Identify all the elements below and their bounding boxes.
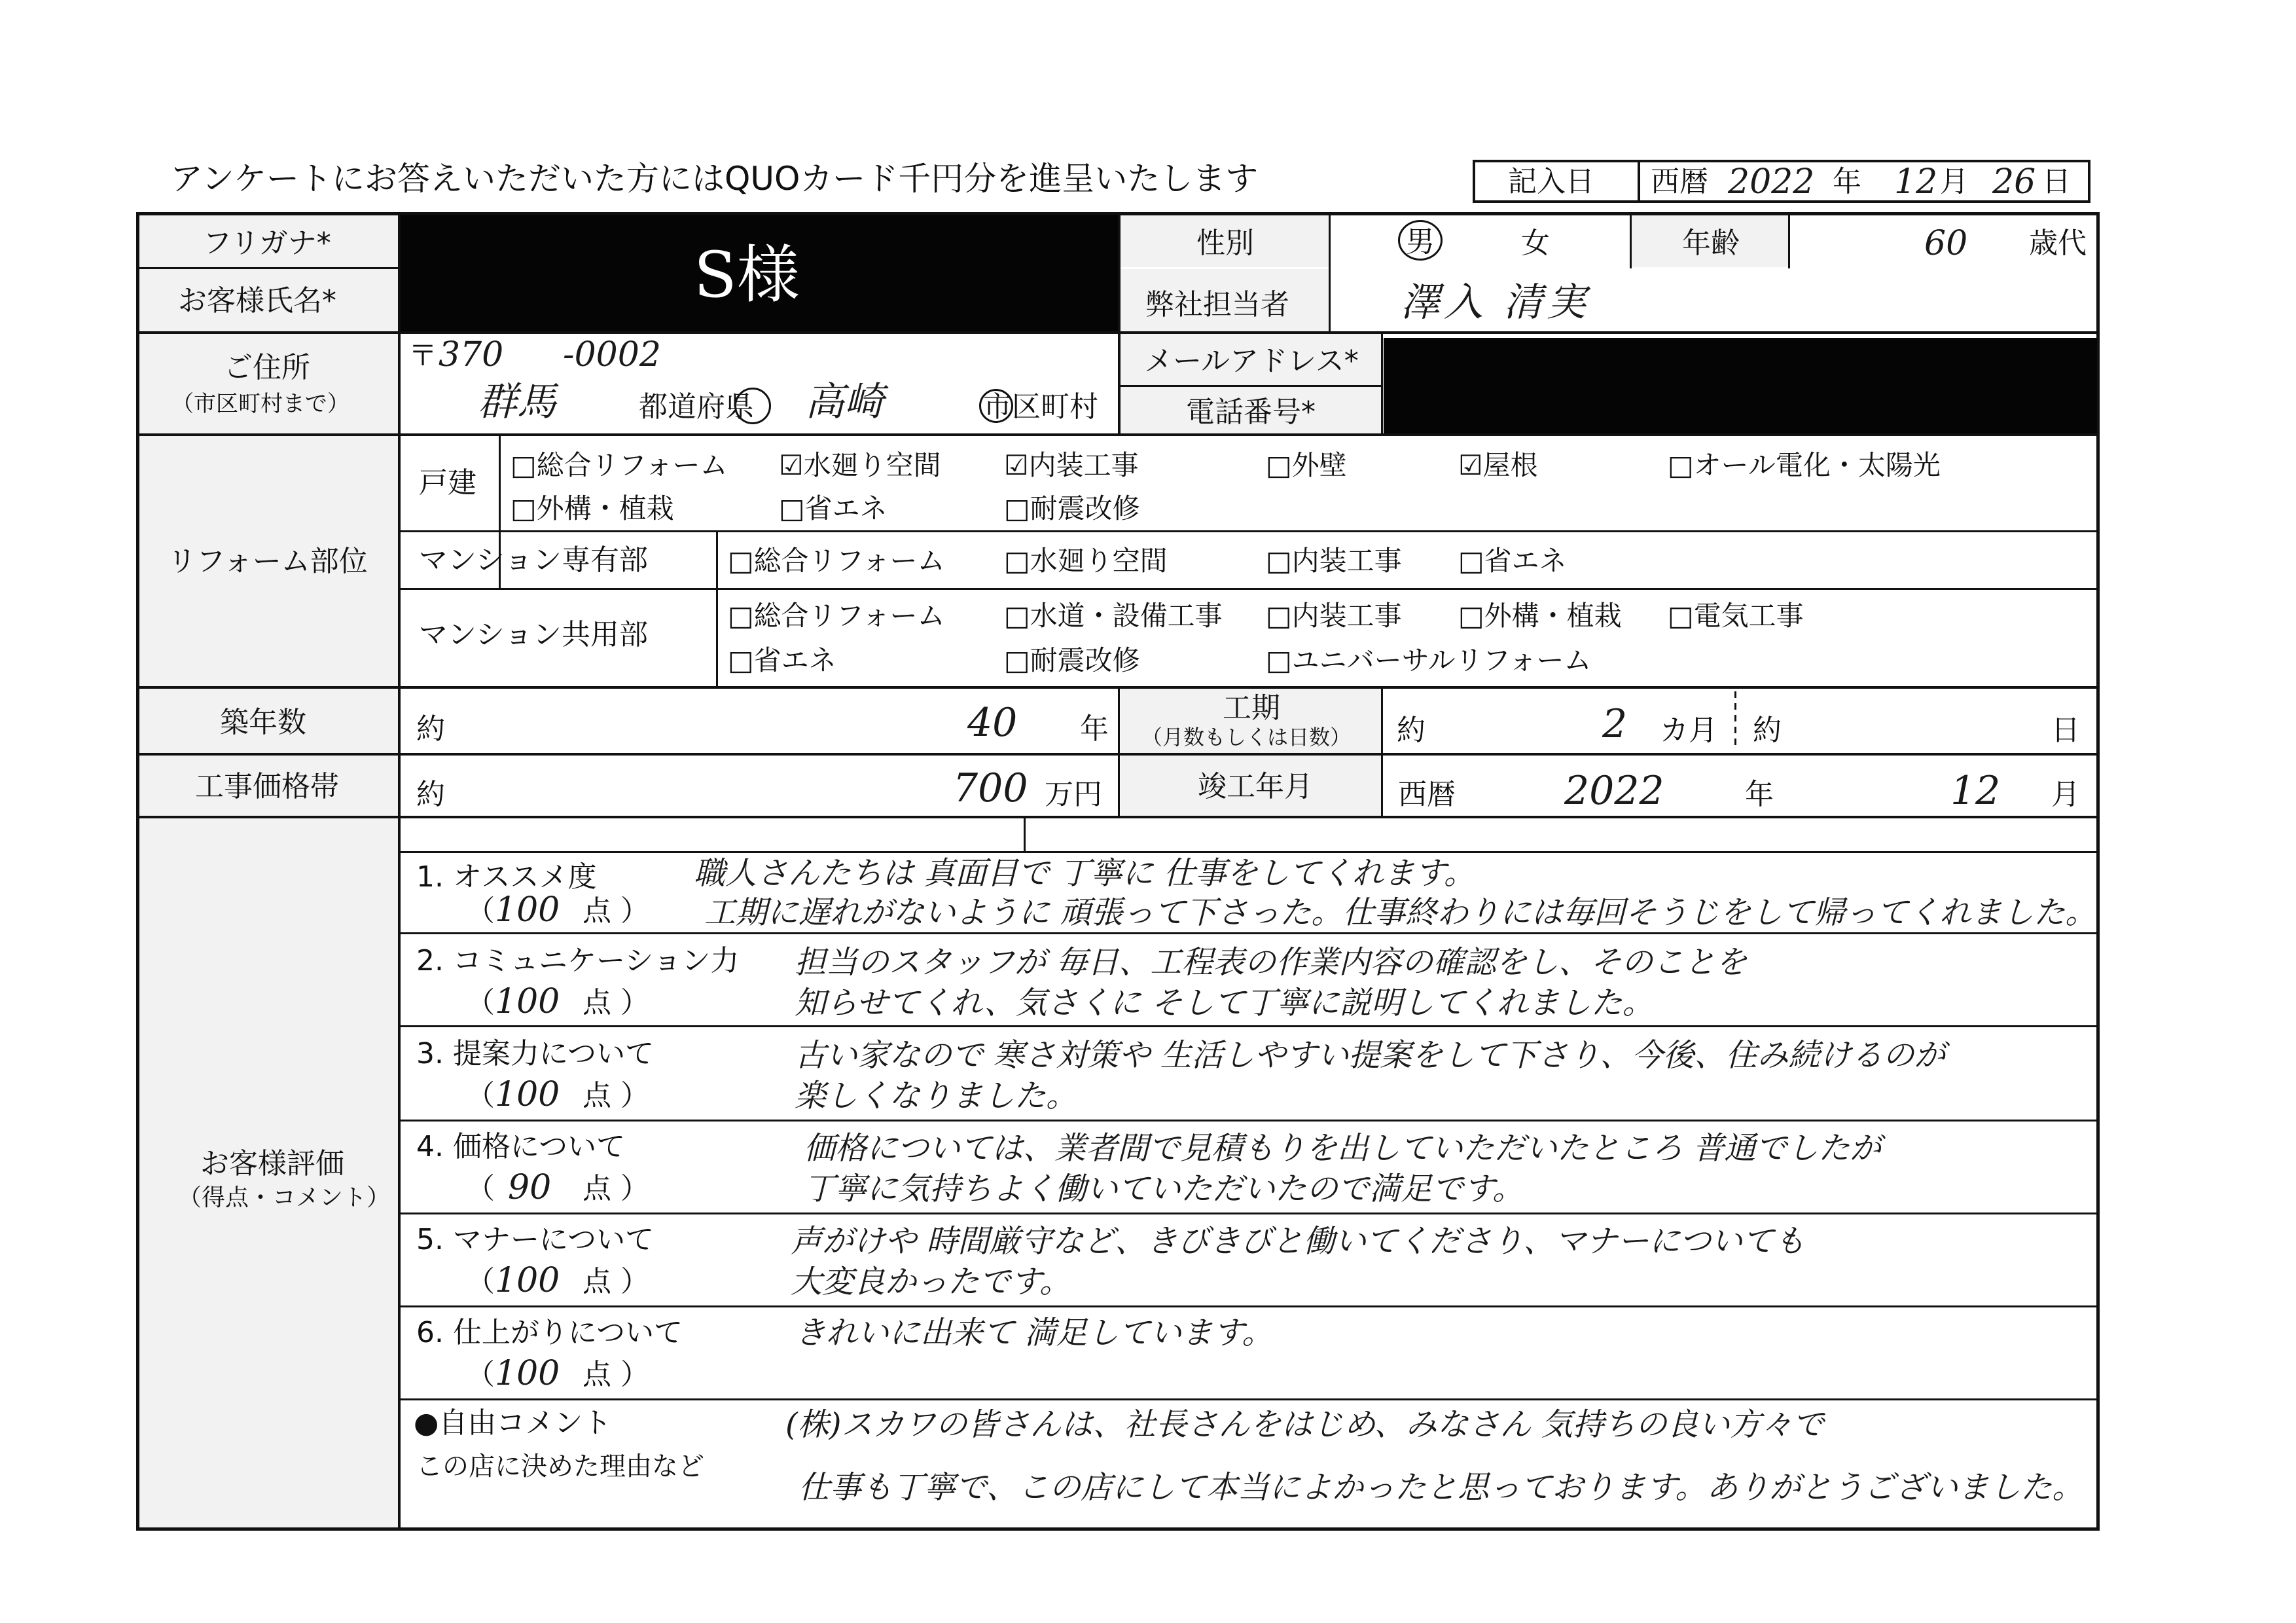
entry-year: 2022 — [1728, 162, 1815, 202]
eval-1-unit: 点 — [583, 894, 611, 928]
completion-month-unit: 月 — [2051, 778, 2080, 811]
price-unit: 万円 — [1045, 778, 1102, 811]
staff-value: 澤入 清実 — [1401, 280, 1590, 325]
eval-5-paren-close: ） — [620, 1265, 649, 1298]
mansion-common-option-water-equipment[interactable]: □水道・設備工事 — [1004, 600, 1223, 632]
free-comment-sub: この店に決めた理由など — [416, 1451, 704, 1482]
mansion-common-option-electric[interactable]: □電気工事 — [1668, 600, 1804, 632]
mansion-common-option-energy[interactable]: □省エネ — [728, 644, 836, 676]
completion-month: 12 — [1950, 768, 2001, 814]
evaluation-sublabel: （得点・コメント） — [178, 1184, 391, 1211]
building-age-approx: 約 — [416, 712, 445, 746]
mansion-private-option-water[interactable]: □水廻り空間 — [1004, 545, 1168, 577]
mansion-private-option-general[interactable]: □総合リフォーム — [728, 545, 945, 577]
building-age-label: 築年数 — [220, 706, 306, 739]
eval-4-unit: 点 — [583, 1172, 611, 1205]
period-approx-months: 約 — [1397, 714, 1426, 747]
eval-1-title: 1. オススメ度 — [416, 860, 597, 894]
reform-label: リフォーム部位 — [168, 545, 368, 578]
house-option-seismic[interactable]: □耐震改修 — [1004, 492, 1140, 524]
gender-label: 性別 — [1196, 227, 1254, 260]
eval-1-comment-line1: 職人さんたちは 真面目で 丁寧に 仕事をしてくれます。 — [694, 855, 1475, 892]
eval-1-comment-line2: 工期に遅れがないように 頑張って下さった。仕事終わりには毎回そうじをして帰ってくれました。 — [704, 894, 2097, 931]
period-day-unit: 日 — [2051, 714, 2080, 747]
eval-5-comment-line1: 声がけや 時間厳守など、きびきびと働いてくださり、マナーについても — [791, 1223, 1806, 1260]
prefecture-unit: 都道府県 — [639, 390, 754, 424]
eval-6-score: 100 — [495, 1354, 560, 1393]
eval-2-paren-open: （ — [466, 986, 495, 1019]
eval-4-score: 90 — [508, 1168, 552, 1207]
postal-code-2: -0002 — [563, 335, 661, 374]
eval-5-comment-line2: 大変良かったです。 — [791, 1264, 1071, 1300]
price-label: 工事価格帯 — [195, 770, 339, 803]
completion-label: 竣工年月 — [1198, 770, 1313, 803]
free-comment-line1: (株)スカワの皆さんは、社長さんをはじめ、みなさん 気持ちの良い方々で — [785, 1406, 1824, 1443]
eval-4-title: 4. 価格について — [416, 1130, 626, 1163]
house-option-exterior-wall[interactable]: □外壁 — [1266, 449, 1347, 481]
entry-day-unit: 日 — [2042, 165, 2071, 198]
email-label: メールアドレス* — [1144, 344, 1359, 378]
customer-name-label: お客様氏名* — [178, 284, 336, 318]
age-value: 60 — [1924, 224, 1968, 263]
address-sublabel: （市区町村まで） — [171, 391, 350, 417]
house-option-energy[interactable]: □省エネ — [779, 492, 888, 524]
eval-6-comment-line1: きれいに出来て 満足しています。 — [795, 1315, 1274, 1351]
eval-3-comment-line1: 古い家なので 寒さ対策や 生活しやすい提案をして下さり、今後、住み続けるのが — [795, 1037, 1946, 1074]
eval-3-unit: 点 — [583, 1079, 611, 1112]
entry-month-unit: 月 — [1940, 165, 1969, 198]
furigana-label: フリガナ* — [203, 227, 331, 260]
house-option-general[interactable]: □総合リフォーム — [511, 449, 728, 481]
period-approx-days: 約 — [1753, 714, 1782, 747]
eval-5-unit: 点 — [583, 1265, 611, 1298]
redacted-contact-area — [1384, 338, 2097, 433]
eval-3-paren-close: ） — [620, 1079, 649, 1112]
gender-female: 女 — [1521, 227, 1550, 260]
eval-1-paren-open: （ — [466, 894, 495, 928]
completion-year-unit: 年 — [1745, 778, 1774, 811]
eval-5-score: 100 — [495, 1261, 560, 1300]
entry-date-box — [1473, 160, 2090, 203]
customer-name-value: S様 — [694, 238, 800, 312]
period-label: 工期 — [1223, 691, 1280, 725]
entry-day: 26 — [1992, 162, 2036, 202]
house-option-electric-solar[interactable]: □オール電化・太陽光 — [1668, 449, 1941, 481]
mansion-common-option-seismic[interactable]: □耐震改修 — [1004, 644, 1140, 676]
house-option-roof[interactable]: ☑屋根 — [1458, 449, 1538, 481]
eval-4-paren-close: ） — [620, 1172, 649, 1205]
eval-3-paren-open: （ — [466, 1079, 495, 1112]
eval-2-comment-line1: 担当のスタッフが 毎日、工程表の作業内容の確認をし、そのことを — [795, 944, 1748, 981]
eval-3-title: 3. 提案力について — [416, 1037, 655, 1070]
city-unit: 市区町村 — [983, 390, 1098, 424]
mansion-common-option-general[interactable]: □総合リフォーム — [728, 600, 945, 632]
eval-3-comment-line2: 楽しくなりました。 — [795, 1078, 1078, 1114]
eval-6-unit: 点 — [583, 1358, 611, 1391]
evaluation-label: お客様評価 — [200, 1147, 344, 1180]
free-comment-line2: 仕事も丁寧で、この店にして本当によかったと思っております。ありがとうございました。 — [798, 1469, 2084, 1506]
eval-5-title: 5. マナーについて — [416, 1223, 655, 1256]
period-sublabel: （月数もしくは日数） — [1141, 725, 1352, 750]
staff-label: 弊社担当者 — [1145, 288, 1289, 321]
eval-6-title: 6. 仕上がりについて — [416, 1316, 683, 1349]
postal-code-1: 370 — [439, 335, 504, 374]
eval-4-paren-open: （ — [466, 1172, 495, 1205]
eval-2-unit: 点 — [583, 986, 611, 1019]
eval-2-paren-close: ） — [620, 986, 649, 1019]
prefecture-circle — [734, 388, 771, 424]
price-approx: 約 — [416, 778, 445, 811]
eval-2-title: 2. コミュニケーション力 — [416, 944, 740, 977]
mansion-private-option-interior[interactable]: □内装工事 — [1266, 545, 1402, 577]
age-unit: 歳代 — [2029, 227, 2087, 260]
eval-6-paren-close: ） — [620, 1358, 649, 1391]
building-age-unit: 年 — [1080, 712, 1109, 746]
gender-male: 男 — [1406, 225, 1435, 259]
survey-notice: アンケートにお答えいただいた方にはQUOカード千円分を進呈いたします — [170, 160, 1259, 198]
completion-year: 2022 — [1564, 768, 1664, 814]
address-label: ご住所 — [224, 351, 310, 384]
city-value: 高崎 — [805, 379, 884, 425]
eval-4-comment-line2: 丁寧に気持ちよく働いていただいたので満足です。 — [804, 1171, 1524, 1207]
mansion-private-option-energy[interactable]: □省エネ — [1458, 545, 1567, 577]
building-age-value: 40 — [967, 700, 1018, 746]
entry-month: 12 — [1894, 162, 1938, 202]
eval-1-paren-close: ） — [620, 894, 649, 928]
house-option-interior[interactable]: ☑内装工事 — [1004, 449, 1139, 481]
mansion-common-option-universal[interactable]: □ユニバーサルリフォーム — [1266, 644, 1592, 676]
age-label: 年齢 — [1682, 227, 1740, 260]
eval-2-score: 100 — [495, 982, 560, 1021]
mansion-common-option-interior[interactable]: □内装工事 — [1266, 600, 1402, 632]
mansion-private-label: マンション専有部 — [419, 543, 649, 577]
prefecture-value: 群馬 — [478, 379, 556, 425]
eval-4-comment-line1: 価格については、業者間で見積もりを出していただいたところ 普通でしたが — [804, 1130, 1882, 1167]
completion-era: 西暦 — [1398, 778, 1456, 811]
eval-1-score: 100 — [495, 890, 560, 930]
eval-3-score: 100 — [495, 1075, 560, 1114]
entry-date-label: 記入日 — [1508, 165, 1594, 198]
postal-mark: 〒 — [408, 339, 437, 373]
entry-era-label: 西暦 — [1651, 165, 1708, 198]
period-months-value: 2 — [1602, 701, 1628, 747]
mansion-common-label: マンション共用部 — [419, 618, 649, 651]
eval-6-paren-open: （ — [466, 1358, 495, 1391]
entry-year-unit: 年 — [1833, 165, 1861, 198]
house-option-landscaping[interactable]: □外構・植栽 — [511, 492, 674, 524]
eval-5-paren-open: （ — [466, 1265, 495, 1298]
free-comment-title: ●自由コメント — [414, 1406, 612, 1440]
price-value: 700 — [953, 765, 1028, 811]
phone-label: 電話番号* — [1186, 395, 1316, 429]
house-option-water[interactable]: ☑水廻り空間 — [779, 449, 941, 481]
period-month-unit: カ月 — [1660, 714, 1717, 747]
house-label: 戸建 — [419, 466, 476, 500]
eval-2-comment-line2: 知らせてくれ、気さくに そして丁寧に説明してくれました。 — [795, 985, 1654, 1021]
mansion-common-option-landscaping[interactable]: □外構・植栽 — [1458, 600, 1622, 632]
